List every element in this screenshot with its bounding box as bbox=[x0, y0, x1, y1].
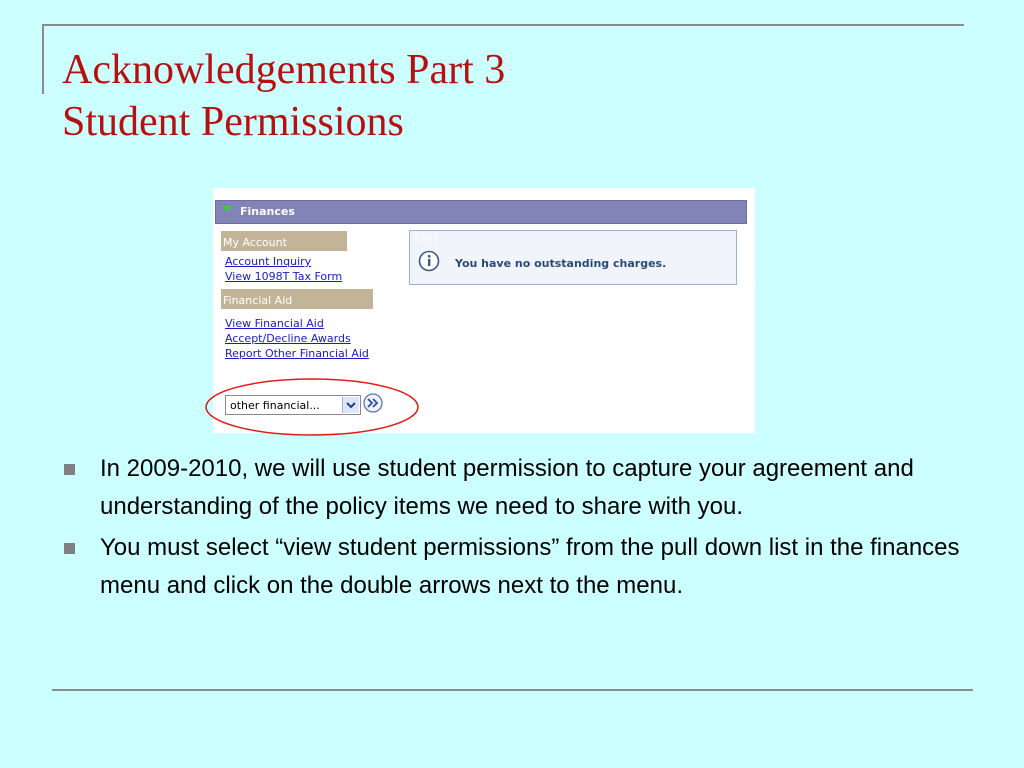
report-other-aid-link[interactable]: Report Other Financial Aid bbox=[225, 347, 369, 360]
frame-bottom-line bbox=[52, 689, 973, 691]
dropdown-selected-value: other financial... bbox=[230, 399, 320, 412]
title-line-1: Acknowledgements Part 3 bbox=[62, 47, 506, 93]
slide-title bbox=[62, 44, 505, 148]
bullet-list bbox=[62, 450, 962, 608]
bullet-text: In 2009-2010, we will use student permission to capture your agreement and understanding of the policy items we need to share with you. bbox=[100, 455, 914, 520]
message-box bbox=[409, 230, 737, 285]
financial-aid-section bbox=[221, 289, 373, 309]
bullet-square-icon bbox=[64, 464, 75, 475]
bullet-square-icon bbox=[64, 543, 75, 554]
view-financial-aid-link[interactable]: View Financial Aid bbox=[225, 317, 324, 330]
expand-triangle-icon[interactable] bbox=[222, 206, 232, 212]
finances-header-label: Finances bbox=[240, 205, 295, 218]
account-inquiry-link[interactable]: Account Inquiry bbox=[225, 255, 312, 268]
accept-decline-awards-link[interactable]: Accept/Decline Awards bbox=[225, 332, 351, 345]
bullet-text: You must select “view student permissions” from the pull down list in the finances menu and click on the double arrows next to the menu. bbox=[100, 534, 960, 599]
frame-left-line bbox=[42, 24, 44, 94]
bullet-item bbox=[62, 450, 962, 526]
finances-header[interactable] bbox=[215, 200, 747, 224]
message-code: 1001 bbox=[414, 233, 440, 244]
highlight-ellipse bbox=[203, 376, 421, 438]
financial-aid-label: Financial Aid bbox=[223, 294, 293, 307]
info-icon bbox=[418, 250, 440, 272]
message-text: You have no outstanding charges. bbox=[455, 257, 667, 270]
my-account-section bbox=[221, 231, 347, 251]
bullet-item bbox=[62, 529, 962, 605]
title-line-2: Student Permissions bbox=[62, 99, 404, 145]
view-1098t-link[interactable]: View 1098T Tax Form bbox=[225, 270, 343, 283]
frame-top-line bbox=[42, 24, 964, 26]
my-account-label: My Account bbox=[223, 236, 287, 249]
